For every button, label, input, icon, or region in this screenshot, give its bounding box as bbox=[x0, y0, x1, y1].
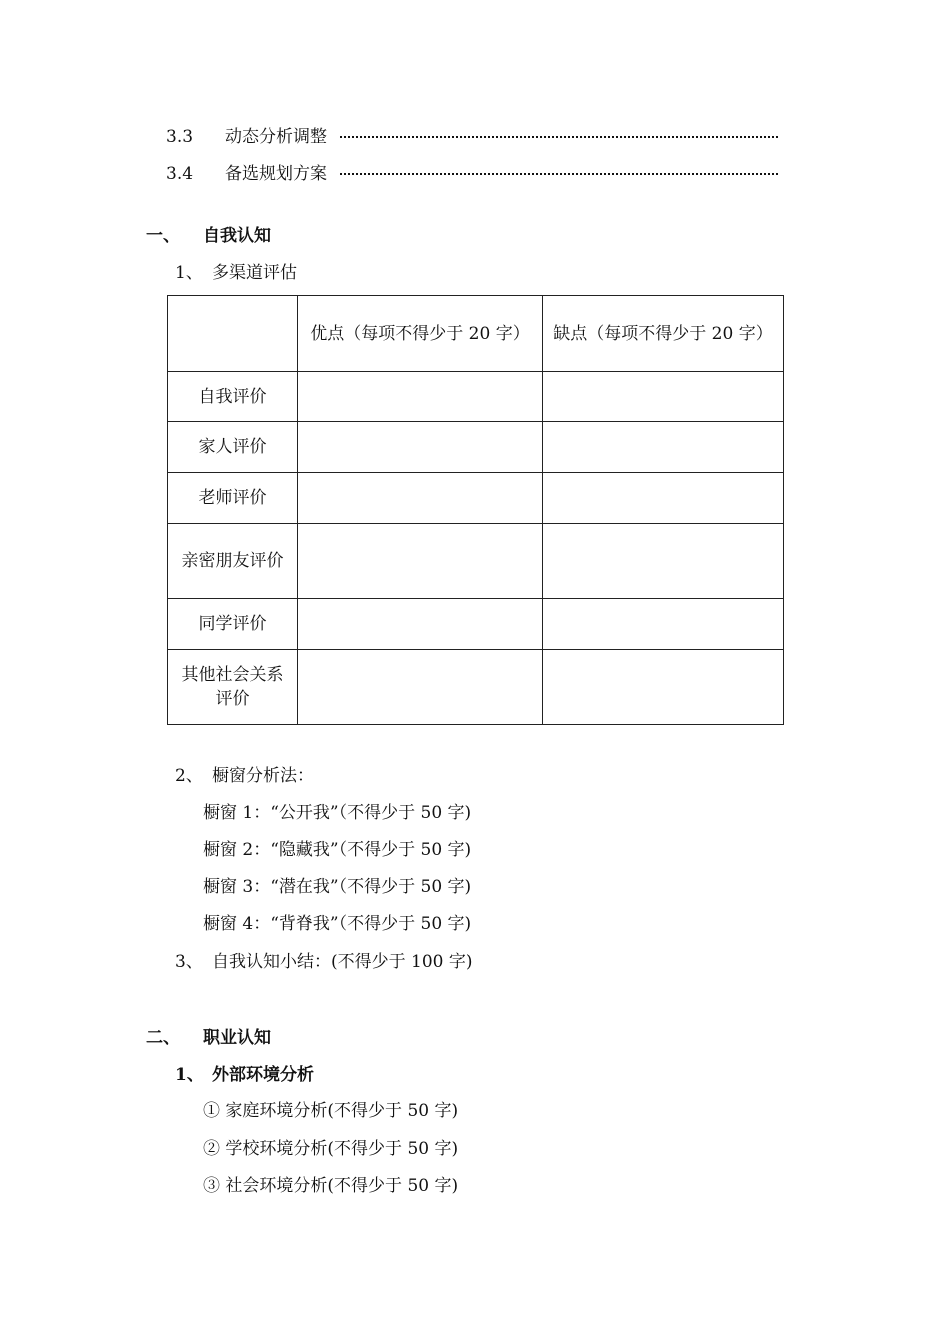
toc-title: 备选规划方案 bbox=[225, 164, 327, 184]
section-title: 职业认知 bbox=[203, 1028, 271, 1048]
table-cell bbox=[543, 524, 784, 599]
table-cell bbox=[543, 473, 784, 524]
list-item: ③ 社会环境分析(不得少于 50 字) bbox=[203, 1176, 459, 1196]
list-item: ② 学校环境分析(不得少于 50 字) bbox=[203, 1139, 459, 1159]
table-row bbox=[168, 372, 784, 422]
table-row bbox=[168, 422, 784, 473]
table-cell bbox=[543, 650, 784, 725]
list-item: ① 家庭环境分析(不得少于 50 字) bbox=[203, 1101, 459, 1121]
row-label: 同学评价 bbox=[168, 599, 298, 650]
subsection-number: 3、 bbox=[175, 952, 203, 972]
table-row bbox=[168, 473, 784, 524]
toc-number: 3.4 bbox=[166, 164, 194, 184]
window-item: 橱窗 1：“公开我”（不得少于 50 字) bbox=[203, 803, 472, 823]
table-cell bbox=[298, 524, 543, 599]
table-row bbox=[168, 650, 784, 725]
window-item: 橱窗 3：“潜在我”（不得少于 50 字) bbox=[203, 877, 472, 897]
row-label: 亲密朋友评价 bbox=[168, 524, 298, 599]
subsection-title: 自我认知小结：(不得少于 100 字) bbox=[212, 952, 473, 972]
table-cell bbox=[543, 599, 784, 650]
window-item: 橱窗 2：“隐藏我”（不得少于 50 字) bbox=[203, 840, 472, 860]
subsection-number: 1、 bbox=[175, 263, 203, 283]
table-cell bbox=[298, 599, 543, 650]
row-label: 老师评价 bbox=[168, 473, 298, 524]
toc-number: 3.3 bbox=[166, 127, 194, 147]
subsection-number: 2、 bbox=[175, 766, 203, 786]
section-title: 自我认知 bbox=[203, 226, 271, 246]
table-cell bbox=[543, 422, 784, 473]
table-header-cell: 优点（每项不得少于 20 字） bbox=[298, 296, 543, 372]
subsection-title: 橱窗分析法： bbox=[212, 766, 314, 786]
subsection-number: 1、 bbox=[175, 1065, 204, 1085]
row-label: 家人评价 bbox=[168, 422, 298, 473]
table-header-cell bbox=[168, 296, 298, 372]
window-item: 橱窗 4：“背脊我”（不得少于 50 字) bbox=[203, 914, 472, 934]
row-label: 其他社会关系评价 bbox=[168, 650, 298, 725]
subsection-title: 外部环境分析 bbox=[212, 1065, 314, 1085]
section-number: 一、 bbox=[146, 226, 180, 246]
toc-title: 动态分析调整 bbox=[225, 127, 327, 147]
table-cell bbox=[543, 372, 784, 422]
table-cell bbox=[298, 372, 543, 422]
evaluation-table bbox=[167, 295, 784, 725]
section-number: 二、 bbox=[146, 1028, 180, 1048]
table-cell bbox=[298, 422, 543, 473]
subsection-title: 多渠道评估 bbox=[212, 263, 297, 283]
table-row bbox=[168, 599, 784, 650]
table-row bbox=[168, 524, 784, 599]
table-cell bbox=[298, 650, 543, 725]
table-cell bbox=[298, 473, 543, 524]
table-header-row bbox=[168, 296, 784, 372]
toc-dot-leader bbox=[340, 133, 778, 138]
toc-dot-leader bbox=[340, 170, 778, 175]
table-header-cell: 缺点（每项不得少于 20 字） bbox=[543, 296, 784, 372]
row-label: 自我评价 bbox=[168, 372, 298, 422]
